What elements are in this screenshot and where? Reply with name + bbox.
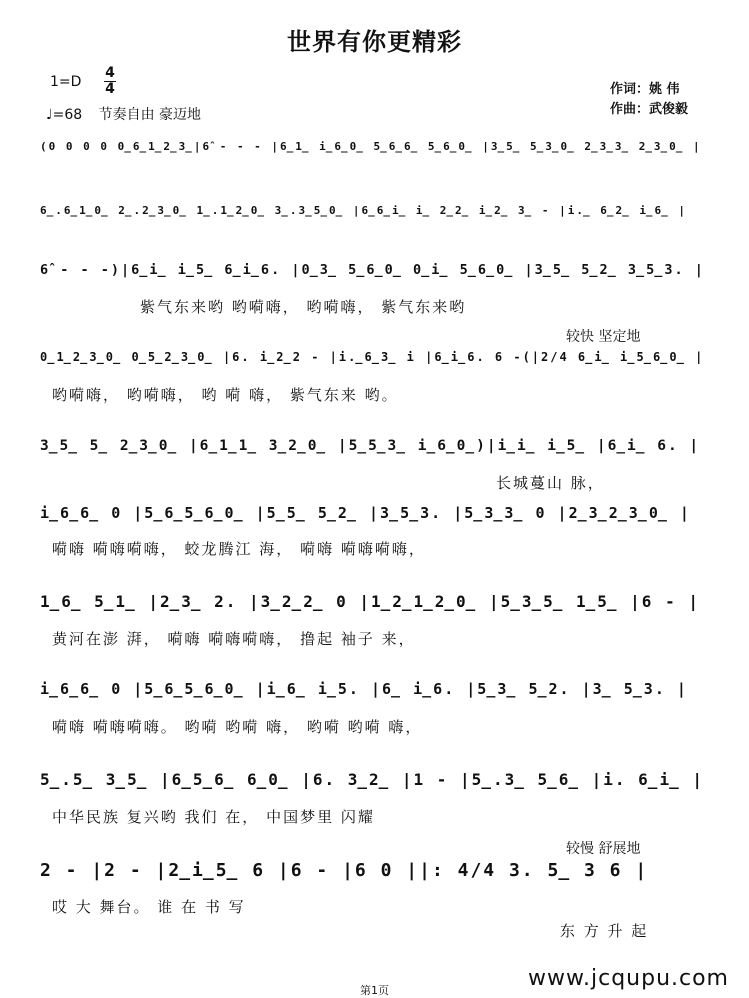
time-signature <box>104 66 116 97</box>
notation-line: i̲6̲6̲ 0 |5̲6̲5̲6̲0̲ |5̲5̲ 5̲2̲ |3̲5̲3. |5̲3̲3̲ 0 |2̲3̲2̲3̲0̲ | <box>40 504 691 522</box>
notation-line: (0 0 0 0 0̲6̲1̲2̲3̲|6̂ - - - |6̲1̲ i̲6̲0̲ 5̲6̲6̲ 5̲6̲0̲ |3̲5̲ 5̲3̲0̲ 2̲3̲3̲ 2̲3̲0̲ | <box>40 140 702 153</box>
tempo-marking <box>46 104 201 124</box>
notation-line: i̲6̲6̲ 0 |5̲6̲5̲6̲0̲ |i̲6̲ i̲5. |6̲ i̲6. |5̲3̲ 5̲2. |3̲ 5̲3. | <box>40 680 688 698</box>
watermark: www.jcqupu.com <box>528 966 729 991</box>
time-sig-bottom: 4 <box>105 81 115 97</box>
score-row-8 <box>40 680 710 720</box>
page-number: 第1页 <box>360 984 389 997</box>
notation-line: 1̲6̲ 5̲1̲ |2̲3̲ 2. |3̲2̲2̲ 0 |1̲2̲1̲2̲0̲ |5̲3̲5̲ 1̲5̲ |6 - | <box>40 592 700 611</box>
lyrics-row-8: 嗬嗨 嗬嗨嗬嗨。 哟嗬 哟嗬 嗨， 哟嗬 哟嗬 嗨， <box>52 718 423 736</box>
composer: 作曲：武俊毅 <box>610 102 689 117</box>
score-row-10 <box>40 860 710 900</box>
score-row-2 <box>40 204 710 244</box>
lyrics-row-10: 哎 大 舞台。 谁 在 书 写 <box>52 898 246 916</box>
page-title: 世界有你更精彩 <box>287 28 462 56</box>
lyrics-row-10-verse-2: 东 方 升 起 <box>560 922 649 940</box>
lyrics-row-7: 黄河在澎 湃， 嗬嗨 嗬嗨嗬嗨， 撸起 袖子 来， <box>52 630 416 648</box>
notation-line: 3̲5̲ 5̲ 2̲3̲0̲ |6̲1̲1̲ 3̲2̲0̲ |5̲5̲3̲ i̲6̲0̲)|i̲i̲ i̲5̲ |6̲i̲ 6. | <box>40 438 701 454</box>
notation-line: 6̲.6̲1̲0̲ 2̲.2̲3̲0̲ 1̲.1̲2̲0̲ 3̲.3̲5̲0̲ |6̲6̲i̲ i̲ 2̲2̲ i̲2̲ 3̲ - |i.̲ 6̲2̲ i̲6̲ | <box>40 204 688 217</box>
quarter-note-icon: ♩ <box>46 107 53 123</box>
lyricist: 作词：姚 伟 <box>610 82 680 97</box>
tempo-expression: 节奏自由 豪迈地 <box>98 107 202 123</box>
notation-line: 2 - |2 - |2̲i̲5̲ 6 |6 - |6 0 ||: 4/4 3. 5̲ 3 6 | <box>40 860 649 881</box>
lyrics-row-3: 紫气东来哟 哟嗬嗨， 哟嗬嗨， 紫气东来哟 <box>140 298 467 316</box>
notation-line: 6̂ - - -)|6̲i̲ i̲5̲ 6̲i̲6. |0̲3̲ 5̲6̲0̲ 0̲i̲ 5̲6̲0̲ |3̲5̲ 5̲2̲ 3̲5̲3. | <box>40 262 705 278</box>
score-row-5 <box>40 438 710 478</box>
key-label: 1=D <box>50 74 82 90</box>
score-row-1 <box>40 140 710 180</box>
tempo-change-1: 较快 坚定地 <box>566 329 641 345</box>
tempo-value: =68 <box>52 107 83 123</box>
lyrics-row-6: 嗬嗨 嗬嗨嗬嗨， 蛟龙腾江 海， 嗬嗨 嗬嗨嗬嗨， <box>52 540 426 558</box>
credits <box>610 80 688 120</box>
score-row-9 <box>40 770 710 810</box>
key-signature <box>50 74 81 90</box>
lyrics-row-5: 长城蔓山 脉， <box>496 474 605 492</box>
tempo-change-2: 较慢 舒展地 <box>566 841 641 857</box>
lyrics-row-9: 中华民族 复兴哟 我们 在， 中国梦里 闪耀 <box>52 808 375 826</box>
notation-line: 5̲.5̲ 3̲5̲ |6̲5̲6̲ 6̲0̲ |6. 3̲2̲ |1 - |5̲.3̲ 5̲6̲ |i. 6̲i̲ | <box>40 770 704 789</box>
time-sig-top: 4 <box>105 65 115 81</box>
score-row-7 <box>40 592 710 632</box>
lyrics-row-4: 哟嗬嗨， 哟嗬嗨， 哟 嗬 嗨， 紫气东来 哟。 <box>52 386 399 404</box>
notation-line: 0̲1̲2̲3̲0̲ 0̲5̲2̲3̲0̲ |6. i̲2̲2 - |i.̲6̲3̲ i |6̲i̲6. 6 -(|2/4 6̲i̲ i̲5̲6̲0̲ | <box>40 350 705 364</box>
